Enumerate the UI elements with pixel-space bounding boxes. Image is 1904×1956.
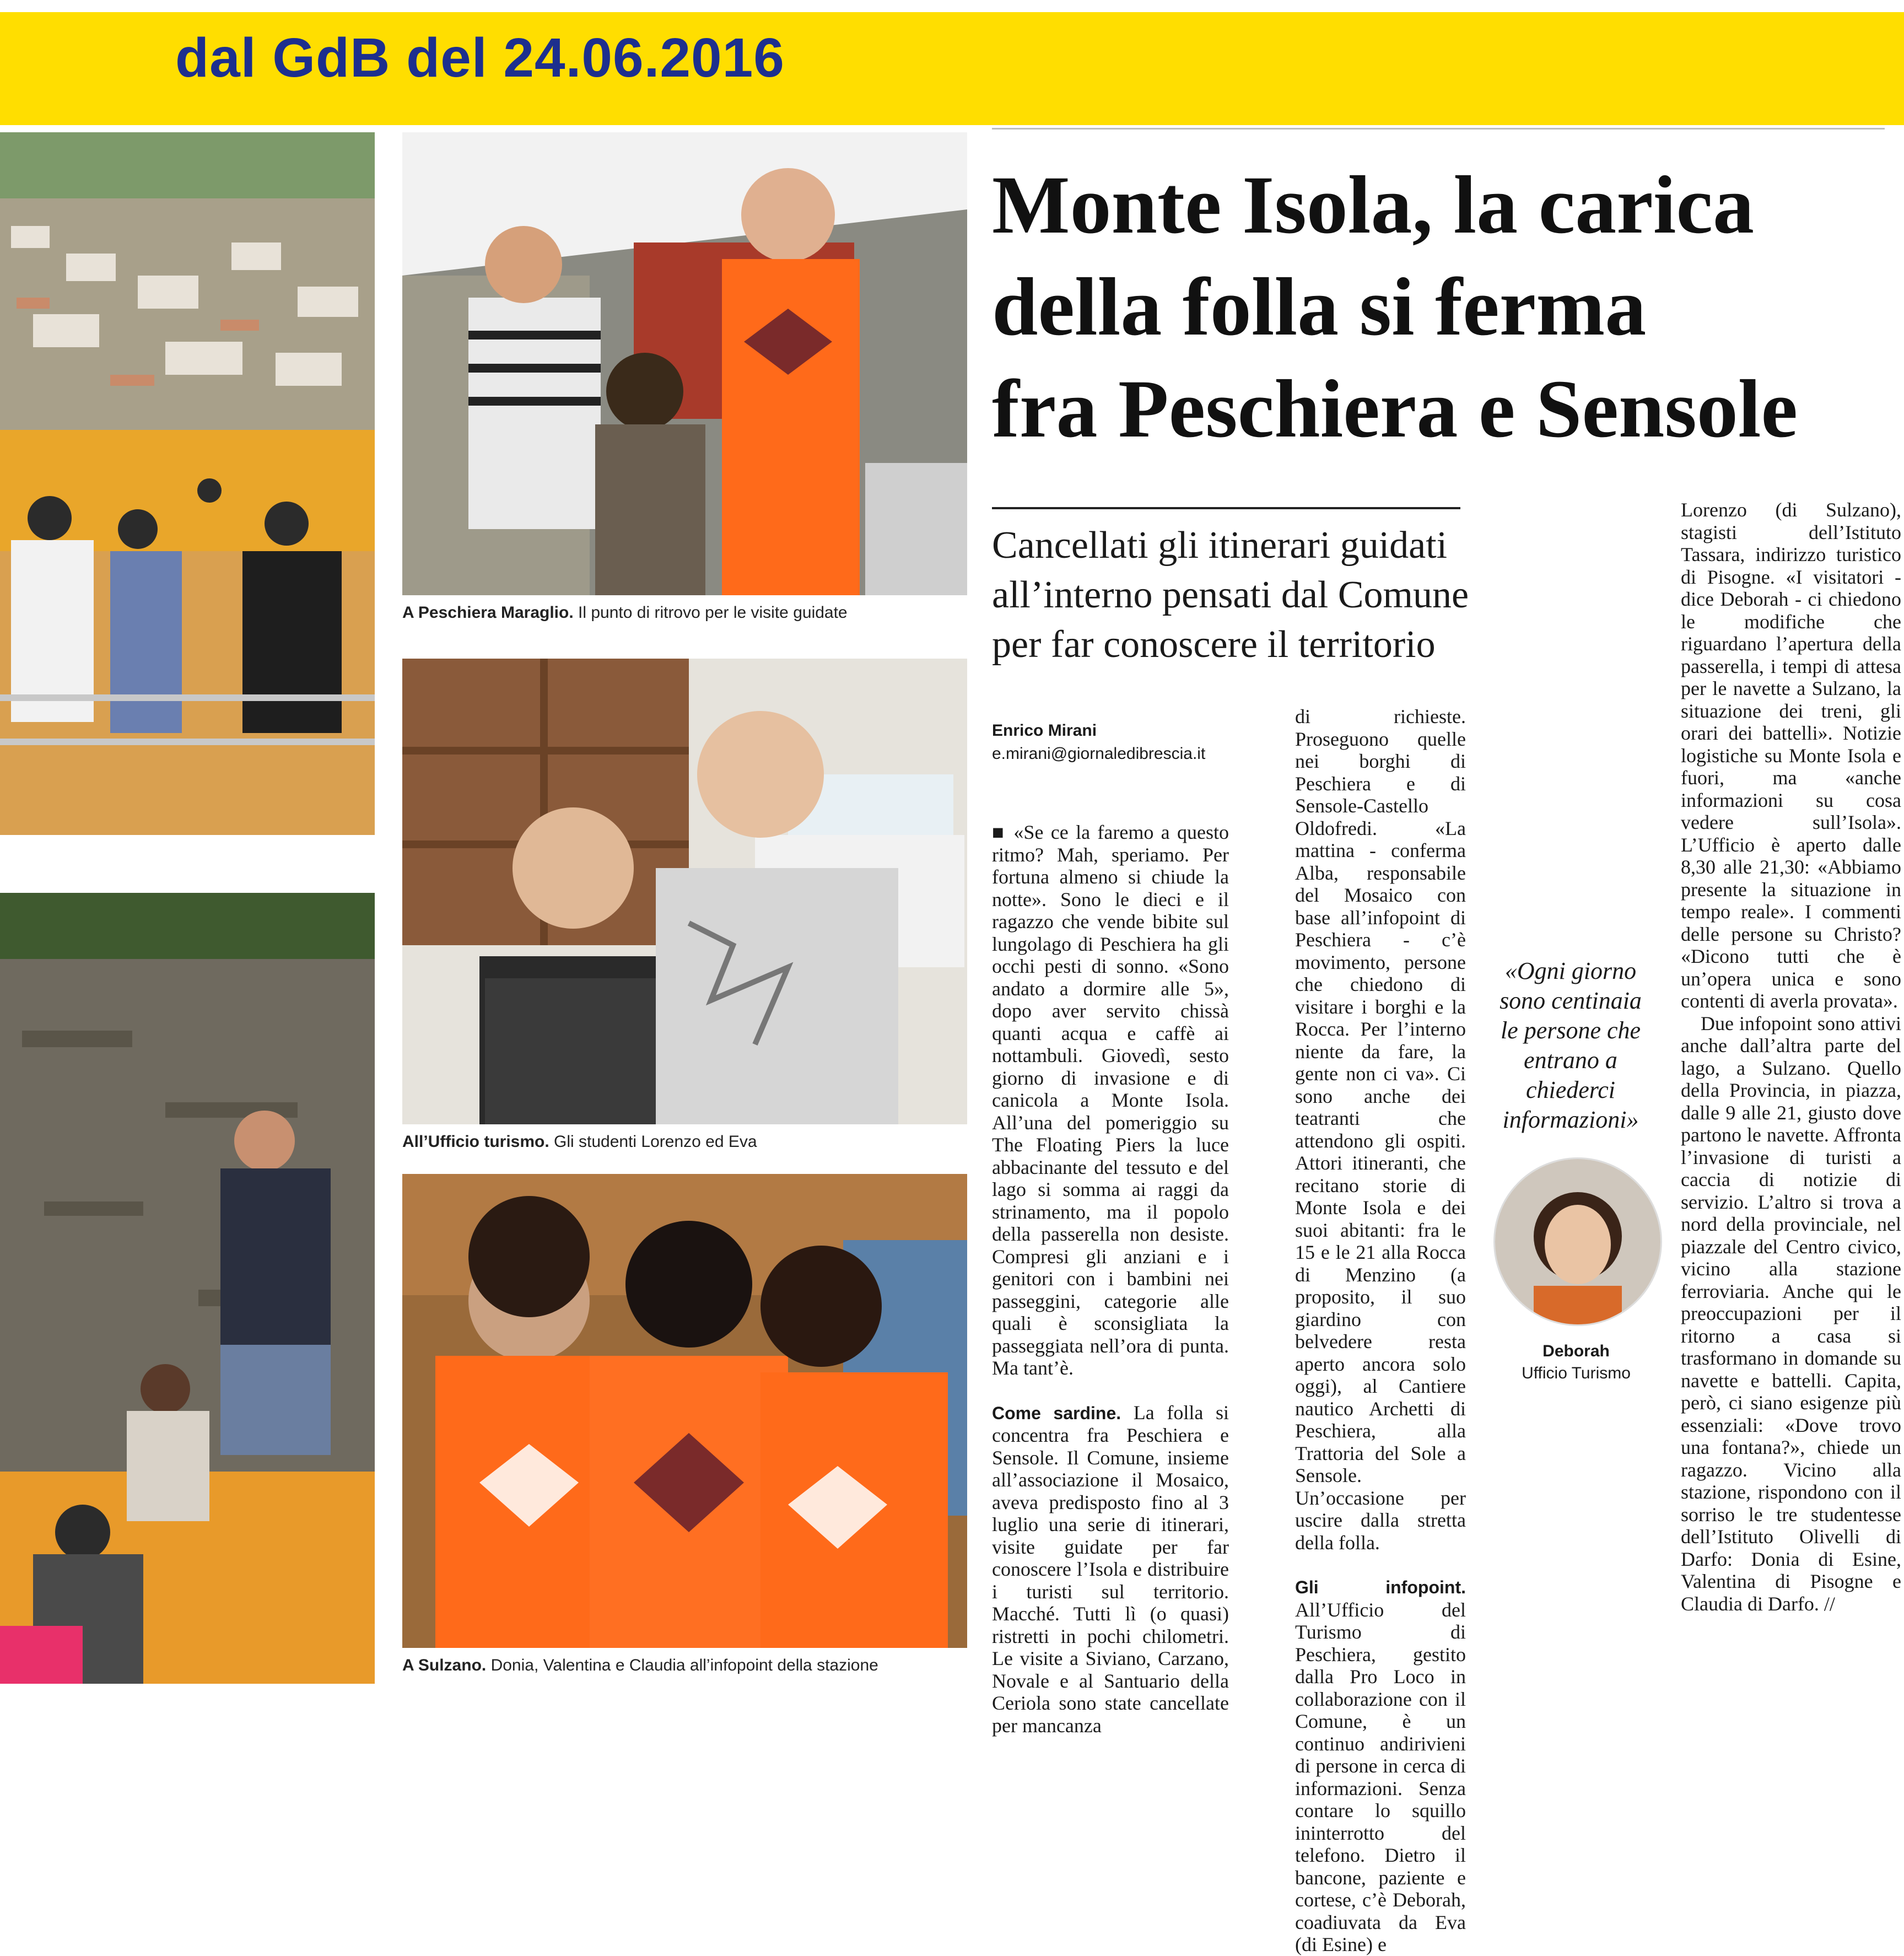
- caption-peschiera: [402, 603, 848, 622]
- caption-sulzano: [402, 1656, 878, 1675]
- article-column-1: [992, 821, 1229, 1737]
- caption-ufficio-lead: All’Ufficio turismo.: [402, 1133, 549, 1151]
- subheadline: [992, 521, 1543, 670]
- caption-peschiera-lead: A Peschiera Maraglio.: [402, 603, 574, 622]
- headline-line-3: fra Peschiera e Sensole: [992, 363, 1798, 455]
- header-rule: [992, 128, 1885, 130]
- pull-quote: «Ogni giorno sono centinaia le persone che entrano a chiederci informazioni»: [1500, 957, 1642, 1133]
- article-column-3: [1681, 499, 1901, 1615]
- caption-ufficio: [402, 1133, 757, 1151]
- col1-paragraph-2: [992, 1402, 1229, 1737]
- headline: [992, 154, 1896, 460]
- headline-line-2: della folla si ferma: [992, 261, 1647, 353]
- photo-wall-people: [0, 893, 375, 1684]
- photo-peschiera-infopoint: [402, 132, 967, 595]
- headline-line-1: Monte Isola, la carica: [992, 159, 1755, 251]
- subhead-rule: [992, 507, 1460, 509]
- portrait-deborah: [1493, 1157, 1662, 1326]
- col3-paragraph-1: Lorenzo (di Sulzano), stagisti dell’Istituto Tassara, indirizzo turistico di Pisogne. «I visitatori - dice Deborah - ci chiedono le modifiche che riguardano l’apertura della passerella, i tempi di attesa per le navette a Sulzano, la situazione dei treni, gli orari dei battelli». Notizie logistiche su Monte Isola e fuori, ma «anche informazioni su cosa vedere sull’Isola». L’Ufficio è aperto dalle 8,30 alle 21,30: «Abbiamo presente la situazione in tempo reale». I commenti delle persone su Christo? «Dicono tutti che è un’opera unica e sono contenti di averla provata».: [1681, 499, 1901, 1012]
- photo-ufficio-turismo: [402, 659, 967, 1124]
- caption-peschiera-text: Il punto di ritrovo per le visite guidate: [573, 603, 848, 622]
- col3-paragraph-2: Due infopoint sono attivi anche dall’altra parte del lago, a Sulzano. Quello della Provincia, in piazza, dalle 9 alle 21, giusto dove partono le navette. Affronta l’invasione di turisti a caccia di notizie di servizio. L’altro si trova a nord della provinciale, nel piazzale del Centro civico, vicino alla stazione ferroviaria. Anche qui le preoccupazioni per il ritorno a casa si trasformano in domande su navette e battelli. Capita, però, ci siano esigenze più essenziali: «Dove trovo una fontana?», chiede un ragazzo. Vicino alla stazione, rispondono con il sorriso le tre studentesse dell’Istituto Olivelli di Darfo: Donia di Esine, Valentina di Pisogne e Claudia di Darfo. //: [1681, 1012, 1901, 1615]
- author-name: Enrico Mirani: [992, 721, 1097, 740]
- caption-sulzano-lead: A Sulzano.: [402, 1656, 487, 1674]
- col1-paragraph-2-text: La folla si concentra fra Peschiera e Sensole. Il Comune, insieme all’associazione il Mosaico, aveva predisposto fino al 3 luglio una serie di itinerari, visite guidate per far conoscere l’Isola e distribuire i turisti sul territorio. Macché. Tutti lì (o quasi) ristretti in pochi chilometri. Le visite a Siviano, Carzano, Novale e al Santuario della Ceriola sono state cancellate per mancanza: [992, 1401, 1229, 1737]
- col1-paragraph-1: ■ «Se ce la faremo a questo ritmo? Mah, speriamo. Per fortuna almeno si chiude la notte». Sono le dieci e il ragazzo che vende bibite sul lungolago di Peschiera ha gli occhi pesti di sonno. «Sono andato a dormire alle 5», dopo aver servito chissà quanti acqua e caffè ai nottambuli. Giovedì, sesto giorno di invasione e di canicola a Monte Isola. All’una del pomeriggio su The Floating Piers la luce abbacinante del tessuto e del lago si somma ai raggi da strinamento, ma il popolo della passerella non desiste. Compresi gli anziani e i genitori con i bambini nei passeggini, categorie alle quali è sconsigliata la passeggiata nell’ora di punta. Ma tant’è.: [992, 821, 1229, 1379]
- subhead-line-3: per far conoscere il territorio: [992, 623, 1436, 666]
- article-column-2: [1295, 705, 1466, 1956]
- caption-ufficio-text: Gli studenti Lorenzo ed Eva: [549, 1133, 757, 1151]
- banner-title: dal GdB del 24.06.2016: [175, 27, 785, 89]
- byline: [992, 719, 1205, 766]
- col2-paragraph-1: di richieste. Proseguono quelle nei borghi di Peschiera e di Sensole-Castello Oldofredi. «La mattina - conferma Alba, responsabile del Mosaico con base all’infopoint di Peschiera - c’è movimento, persone che chiedono di visitare i borghi e la Rocca. Per l’interno niente da fare, la gente non ci va». Ci sono anche dei teatranti che attendono gli ospiti. Attori itineranti, che recitano storie di Monte Isola e dei suoi abitanti: fra le 15 e le 21 alla Rocca di Menzino (a proposito, il suo giardino con belvedere resta aperto ancora solo oggi), al Cantiere nautico Archetti di Peschiera, alla Trattoria del Sole a Sensole. Un’occasione per uscire dalla stretta della folla.: [1295, 705, 1466, 1554]
- portrait-role: Ufficio Turismo: [1522, 1364, 1631, 1382]
- col2-paragraph-2: [1295, 1576, 1466, 1956]
- subhead-line-2: all’interno pensati dal Comune: [992, 574, 1469, 616]
- subhead-line-1: Cancellati gli itinerari guidati: [992, 524, 1448, 567]
- author-email[interactable]: e.mirani@giornaledibrescia.it: [992, 745, 1206, 763]
- caption-sulzano-text: Donia, Valentina e Claudia all’infopoint della stazione: [486, 1656, 878, 1674]
- portrait-name: Deborah: [1542, 1342, 1610, 1360]
- section-heading-gli-infopoint: Gli infopoint.: [1295, 1577, 1466, 1597]
- photo-sulzano-infopoint: [402, 1174, 967, 1648]
- section-heading-come-sardine: Come sardine.: [992, 1403, 1121, 1423]
- photo-lake-crowd: [0, 132, 375, 835]
- col2-paragraph-2-text: All’Ufficio del Turismo di Peschiera, gestito dalla Pro Loco in collaborazione con il Comune, è un continuo andirivieni di persone in cerca di informazioni. Senza contare lo squillo ininterrotto del telefono. Dietro il bancone, paziente e cortese, c’è Deborah, coadiuvata da Eva (di Esine) e: [1295, 1598, 1466, 1955]
